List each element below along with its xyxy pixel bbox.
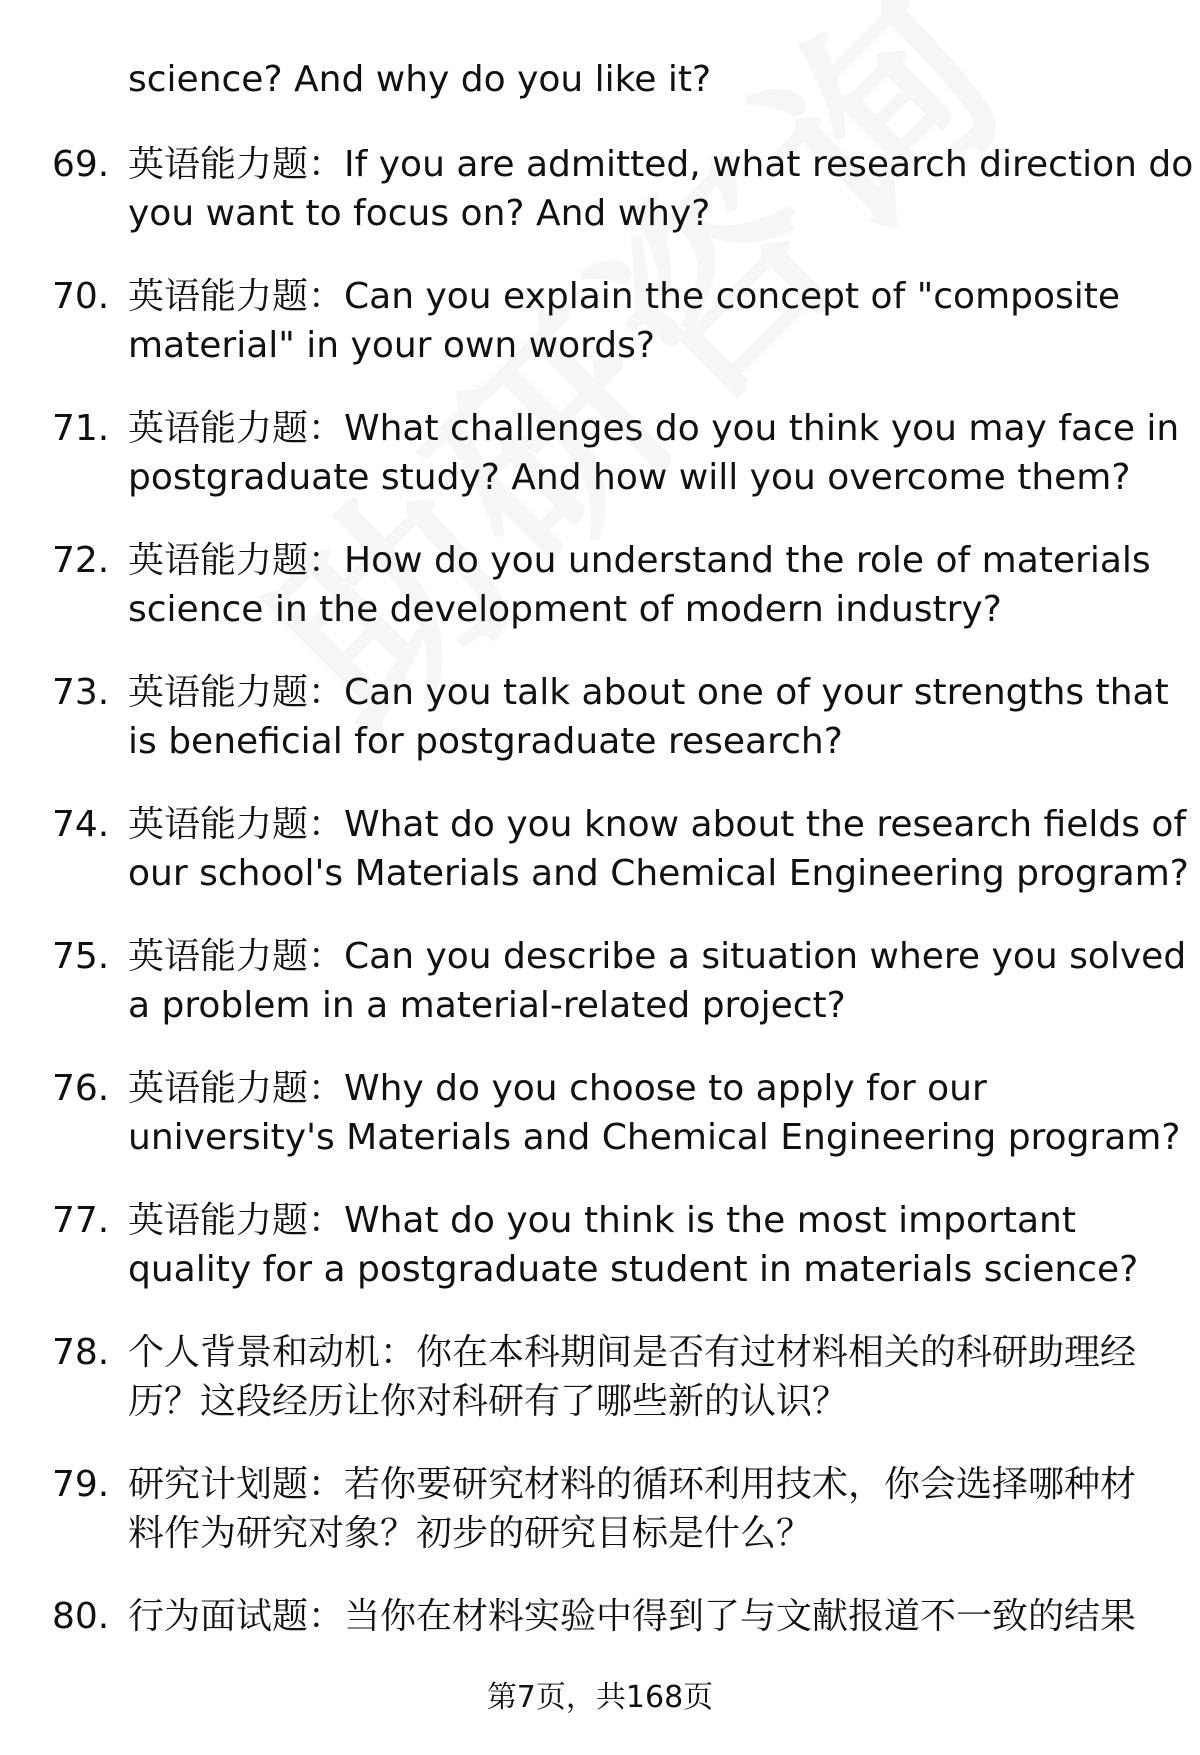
question-text-line: a problem in a material-related project? [128,985,846,1026]
question-number: 78. [52,1332,110,1373]
question-text-line: 料作为研究对象？初步的研究目标是什么？ [128,1513,813,1554]
question-text-line: 英语能力题：Why do you choose to apply for our [128,1068,987,1109]
question-number: 70. [52,276,110,317]
question-number: 72. [52,540,110,581]
question-list [0,140,1200,1724]
question-text-line: 英语能力题：What do you think is the most important [128,1200,1076,1241]
question-text-line: 个人背景和动机：你在本科期间是否有过材料相关的科研助理经 [128,1332,1137,1373]
question-item [0,272,1200,404]
question-number: 71. [52,408,110,449]
question-text-line: 英语能力题：Can you talk about one of your strengths that [128,672,1169,713]
question-number: 76. [52,1068,110,1109]
question-item [0,1328,1200,1460]
question-text-line: 英语能力题：If you are admitted, what research direction do [128,144,1194,185]
question-number: 79. [52,1464,110,1505]
question-text-line: 英语能力题：What challenges do you think you may face in [128,408,1180,449]
question-item [0,404,1200,536]
question-number: 69. [52,144,110,185]
continued-question-text: science? And why do you like it? [128,59,712,100]
question-number: 73. [52,672,110,713]
question-text-line: 英语能力题：Can you describe a situation where you solved [128,936,1187,977]
question-text-line: 英语能力题：What do you know about the research fields of [128,804,1187,845]
question-number: 74. [52,804,110,845]
question-text-line: 英语能力题：Can you explain the concept of "composite [128,276,1121,317]
question-text-line: 英语能力题：How do you understand the role of materials [128,540,1151,581]
page-number-footer: 第7页，共168页 [486,1680,714,1715]
question-number: 75. [52,936,110,977]
question-item [0,1196,1200,1328]
question-text-line: university's Materials and Chemical Engineering program? [128,1117,1181,1158]
question-text-line: quality for a postgraduate student in materials science? [128,1249,1139,1290]
question-item [0,668,1200,800]
question-text-line: you want to focus on? And why? [128,193,711,234]
question-text-line: is beneficial for postgraduate research? [128,721,843,762]
question-item [0,932,1200,1064]
question-item [0,1064,1200,1196]
question-text-line: 研究计划题：若你要研究材料的循环利用技术，你会选择哪种材 [128,1464,1137,1505]
question-item [0,800,1200,932]
question-text-line: our school's Materials and Chemical Engineering program? [128,853,1189,894]
question-item [0,536,1200,668]
question-item [0,1460,1200,1592]
question-text-line: science in the development of modern industry? [128,589,1002,630]
question-text-line: 行为面试题：当你在材料实验中得到了与文献报道不一致的结果 [128,1596,1137,1637]
question-text-line: material" in your own words? [128,325,655,366]
question-number: 80. [52,1596,110,1637]
question-text-line: postgraduate study? And how will you overcome them? [128,457,1131,498]
question-item [0,140,1200,272]
question-text-line: 历？这段经历让你对科研有了哪些新的认识？ [128,1381,849,1422]
question-number: 77. [52,1200,110,1241]
